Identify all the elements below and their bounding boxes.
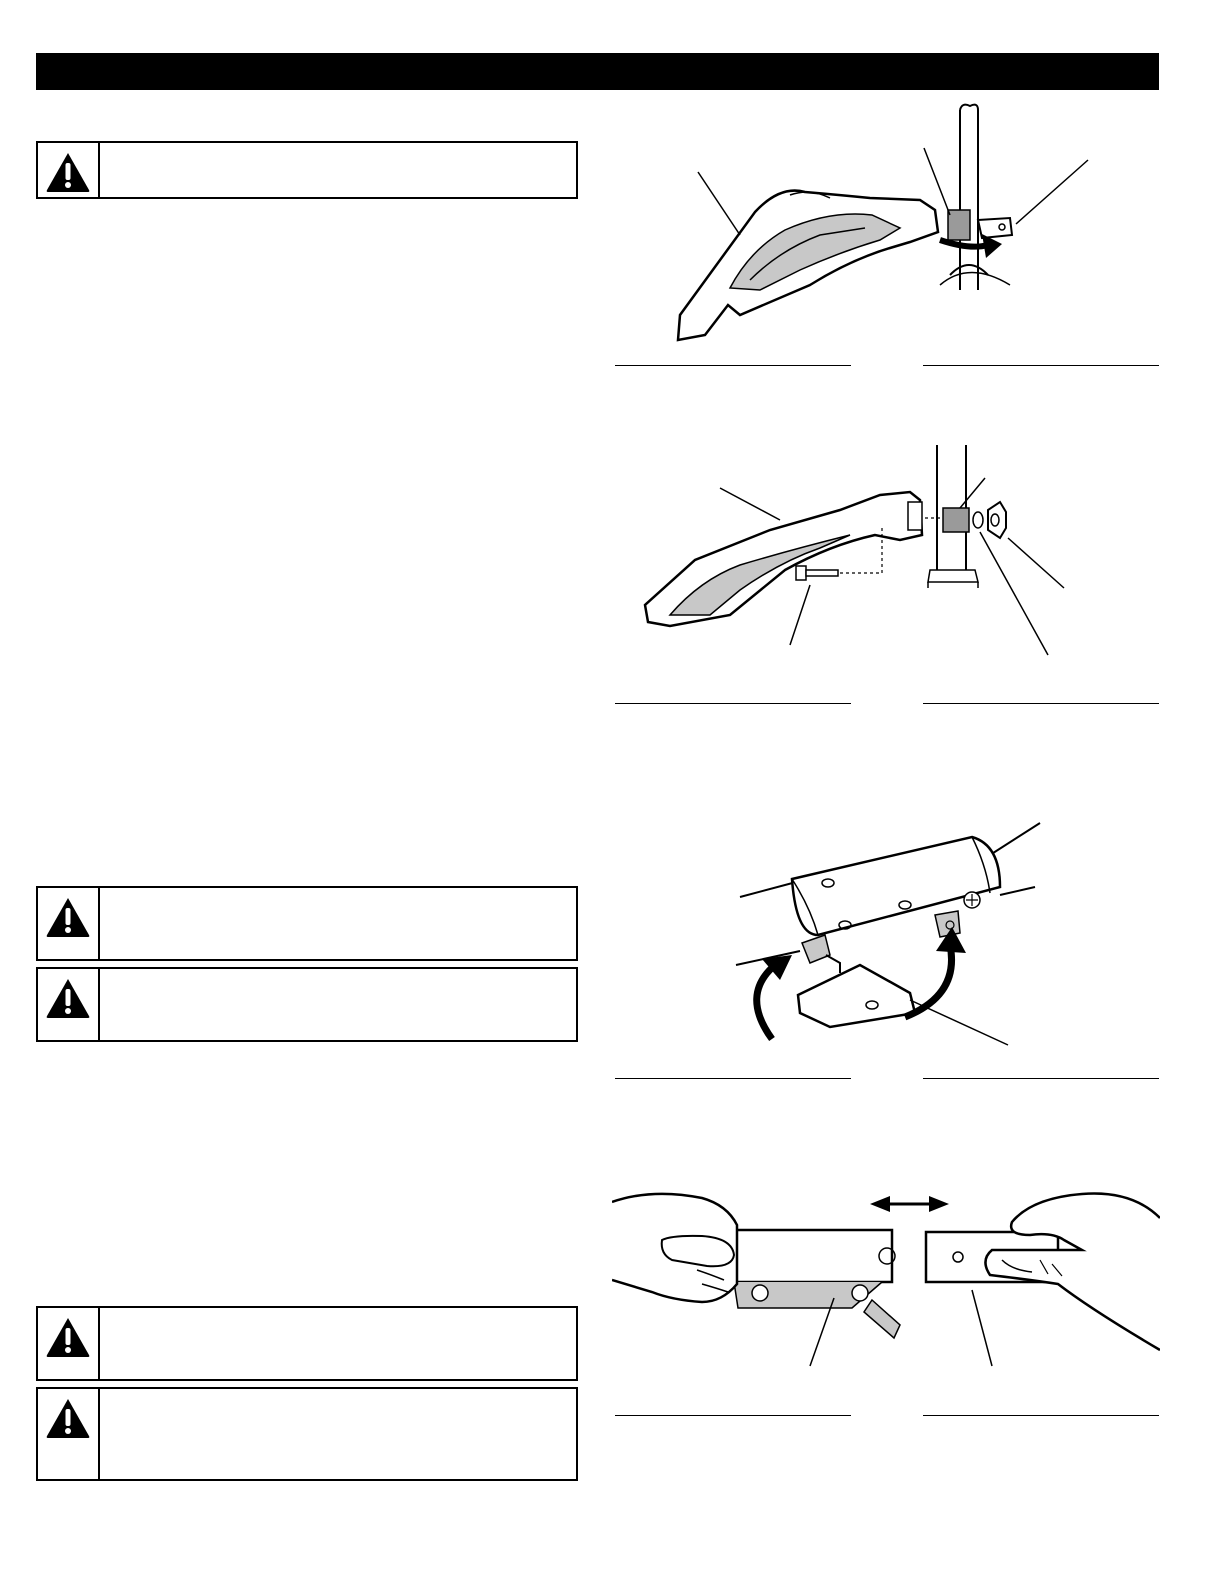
warning-triangle-icon — [45, 1397, 91, 1439]
warning-triangle-icon — [45, 151, 91, 193]
warning-box-5 — [36, 1387, 578, 1481]
warning-text — [100, 1308, 576, 1379]
caption-rule — [615, 365, 851, 366]
caption-rule — [923, 1415, 1159, 1416]
caption-rule — [923, 703, 1159, 704]
warning-icon-cell — [38, 1389, 100, 1479]
figure-guard-attach — [610, 100, 1160, 350]
warning-icon-cell — [38, 1308, 100, 1379]
warning-triangle-icon — [45, 896, 91, 938]
figure-coupler-knob — [700, 815, 1060, 1055]
warning-text — [100, 143, 576, 197]
caption-rule — [615, 1078, 851, 1079]
warning-text — [100, 1389, 576, 1479]
warning-icon-cell — [38, 888, 100, 959]
warning-box-2 — [36, 886, 578, 961]
caption-rule — [923, 365, 1159, 366]
warning-box-4 — [36, 1306, 578, 1381]
caption-rule — [923, 1078, 1159, 1079]
warning-text — [100, 888, 576, 959]
warning-icon-cell — [38, 143, 100, 197]
figure-guard-hardware — [610, 440, 1160, 670]
warning-triangle-icon — [45, 1316, 91, 1358]
caption-rule — [615, 703, 851, 704]
figure-shaft-separation — [612, 1180, 1160, 1380]
warning-box-1 — [36, 141, 578, 199]
warning-triangle-icon — [45, 977, 91, 1019]
warning-box-3 — [36, 967, 578, 1042]
warning-text — [100, 969, 576, 1040]
section-header-bar — [36, 53, 1159, 90]
warning-icon-cell — [38, 969, 100, 1040]
caption-rule — [615, 1415, 851, 1416]
